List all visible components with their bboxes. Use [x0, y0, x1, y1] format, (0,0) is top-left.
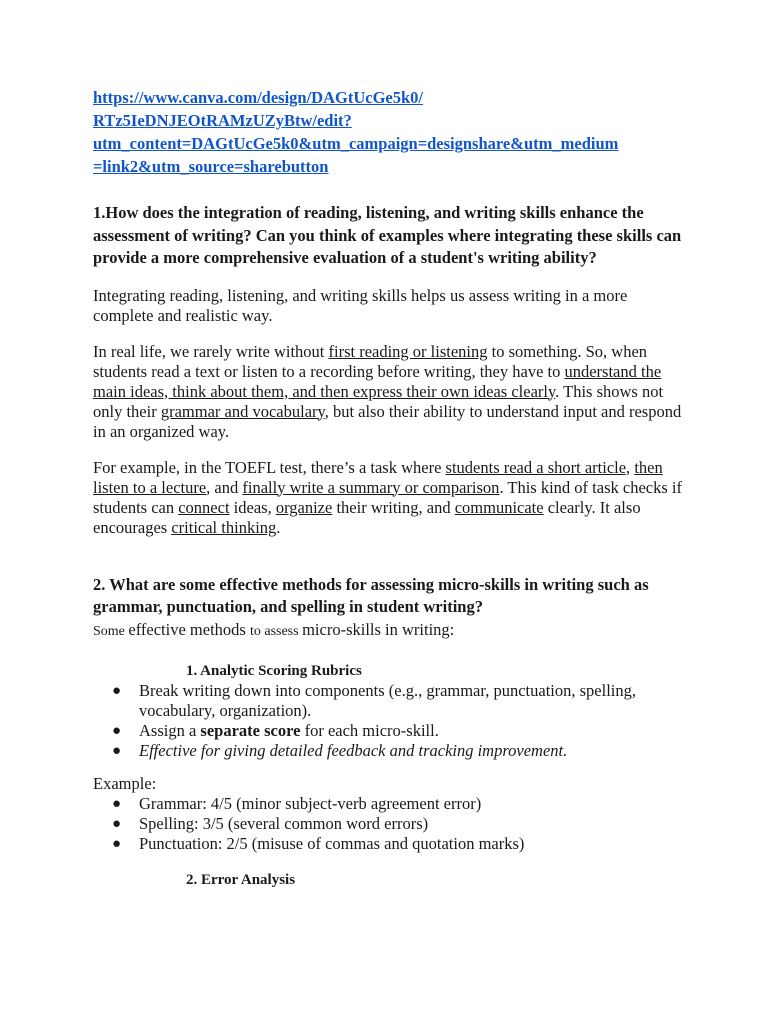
- underlined-phrase: organize: [275, 497, 333, 517]
- bullet-icon: ●: [112, 795, 122, 812]
- text: their writing, and: [332, 497, 455, 517]
- text: .: [276, 517, 281, 537]
- example-label: Example:: [93, 773, 157, 793]
- underlined-phrase: first reading or listening: [328, 341, 488, 361]
- document-page: [93, 86, 683, 890]
- section-heading-error-analysis: 2. Error Analysis: [186, 871, 296, 888]
- link-line-2[interactable]: RTz5IeDNJEOtRAMzUZyBtw/edit?: [93, 111, 352, 130]
- question-1: 1.How does the integration of reading, listening, and writing skills enhance the assessment of writing? Can you think of examples where integrating these skills can provide a more comprehensive evaluation of a student's writing ability?: [93, 203, 682, 267]
- link-line-3[interactable]: utm_content=DAGtUcGe5k0&utm_campaign=designshare&utm_medium: [93, 134, 619, 153]
- text: for each micro-skill.: [300, 720, 439, 740]
- canva-design-link[interactable]: [93, 86, 683, 178]
- list-item: [93, 794, 683, 814]
- underlined-phrase: connect: [178, 497, 230, 517]
- link-line-1[interactable]: https://www.canva.com/design/DAGtUcGe5k0/: [93, 88, 423, 107]
- text: In real life, we rarely write without: [93, 341, 329, 361]
- answer-paragraph-3: [93, 458, 683, 538]
- text: , but also their ability to understand input and respond in an organized way.: [93, 401, 682, 441]
- italic-text: Effective for giving detailed feedback and tracking improvement.: [139, 740, 568, 760]
- example-score-list: [93, 794, 683, 854]
- list-item: [93, 741, 683, 761]
- question-2: 2. What are some effective methods for assessing micro-skills in writing such as grammar, punctuation, and spelling in student writing?: [93, 574, 649, 616]
- text: . This kind of task checks if students can: [93, 477, 682, 517]
- bold-text: separate score: [200, 720, 301, 740]
- underlined-phrase: then listen to a lecture: [93, 457, 663, 497]
- link-line-4[interactable]: =link2&utm_source=sharebutton: [93, 157, 329, 176]
- bullet-icon: ●: [112, 682, 122, 699]
- text: to assess: [249, 623, 303, 639]
- text: , and: [206, 477, 243, 497]
- list-item-text: Punctuation: 2/5 (misuse of commas and quotation marks): [139, 833, 525, 853]
- list-item-text: Break writing down into components (e.g., grammar, punctuation, spelling, vocabulary, organization).: [139, 680, 636, 720]
- underlined-phrase: grammar and vocabulary: [160, 401, 325, 421]
- list-item: [93, 721, 683, 741]
- text: micro-skills in writing:: [302, 619, 455, 639]
- underlined-phrase: critical thinking: [171, 517, 277, 537]
- bullet-icon: ●: [112, 815, 122, 832]
- text: clearly. It also encourages: [93, 497, 641, 537]
- text: effective methods: [128, 619, 250, 639]
- text: For example, in the TOEFL test, there’s a task where: [93, 457, 446, 477]
- answer-paragraph-1: Integrating reading, listening, and writing skills helps us assess writing in a more complete and realistic way.: [93, 285, 628, 325]
- underlined-phrase: understand the main ideas, think about them, and then express their own ideas clearly: [93, 361, 662, 401]
- text: Assign a: [139, 720, 201, 740]
- text: to something. So, when students read a text or listen to a recording before writing, they have to: [93, 341, 648, 381]
- list-item: [93, 814, 683, 834]
- bullet-icon: ●: [112, 742, 122, 759]
- underlined-phrase: communicate: [454, 497, 544, 517]
- list-item: [93, 834, 683, 854]
- section-heading-analytic-rubrics: 1. Analytic Scoring Rubrics: [186, 662, 362, 679]
- list-item-text: Grammar: 4/5 (minor subject-verb agreement error): [139, 793, 482, 813]
- underlined-phrase: students read a short article,: [445, 457, 631, 477]
- bullet-icon: ●: [112, 722, 122, 739]
- text: Some: [93, 623, 129, 639]
- text: . This shows not only their: [93, 381, 664, 421]
- underlined-phrase: finally write a summary or comparison: [242, 477, 500, 497]
- list-item-text: Spelling: 3/5 (several common word errors): [139, 813, 429, 833]
- bullet-icon: ●: [112, 835, 122, 852]
- answer-paragraph-2: [93, 342, 683, 442]
- answer-intro: [93, 620, 683, 642]
- rubric-bullet-list: [93, 681, 683, 761]
- text: ideas,: [229, 497, 276, 517]
- list-item: [93, 681, 683, 721]
